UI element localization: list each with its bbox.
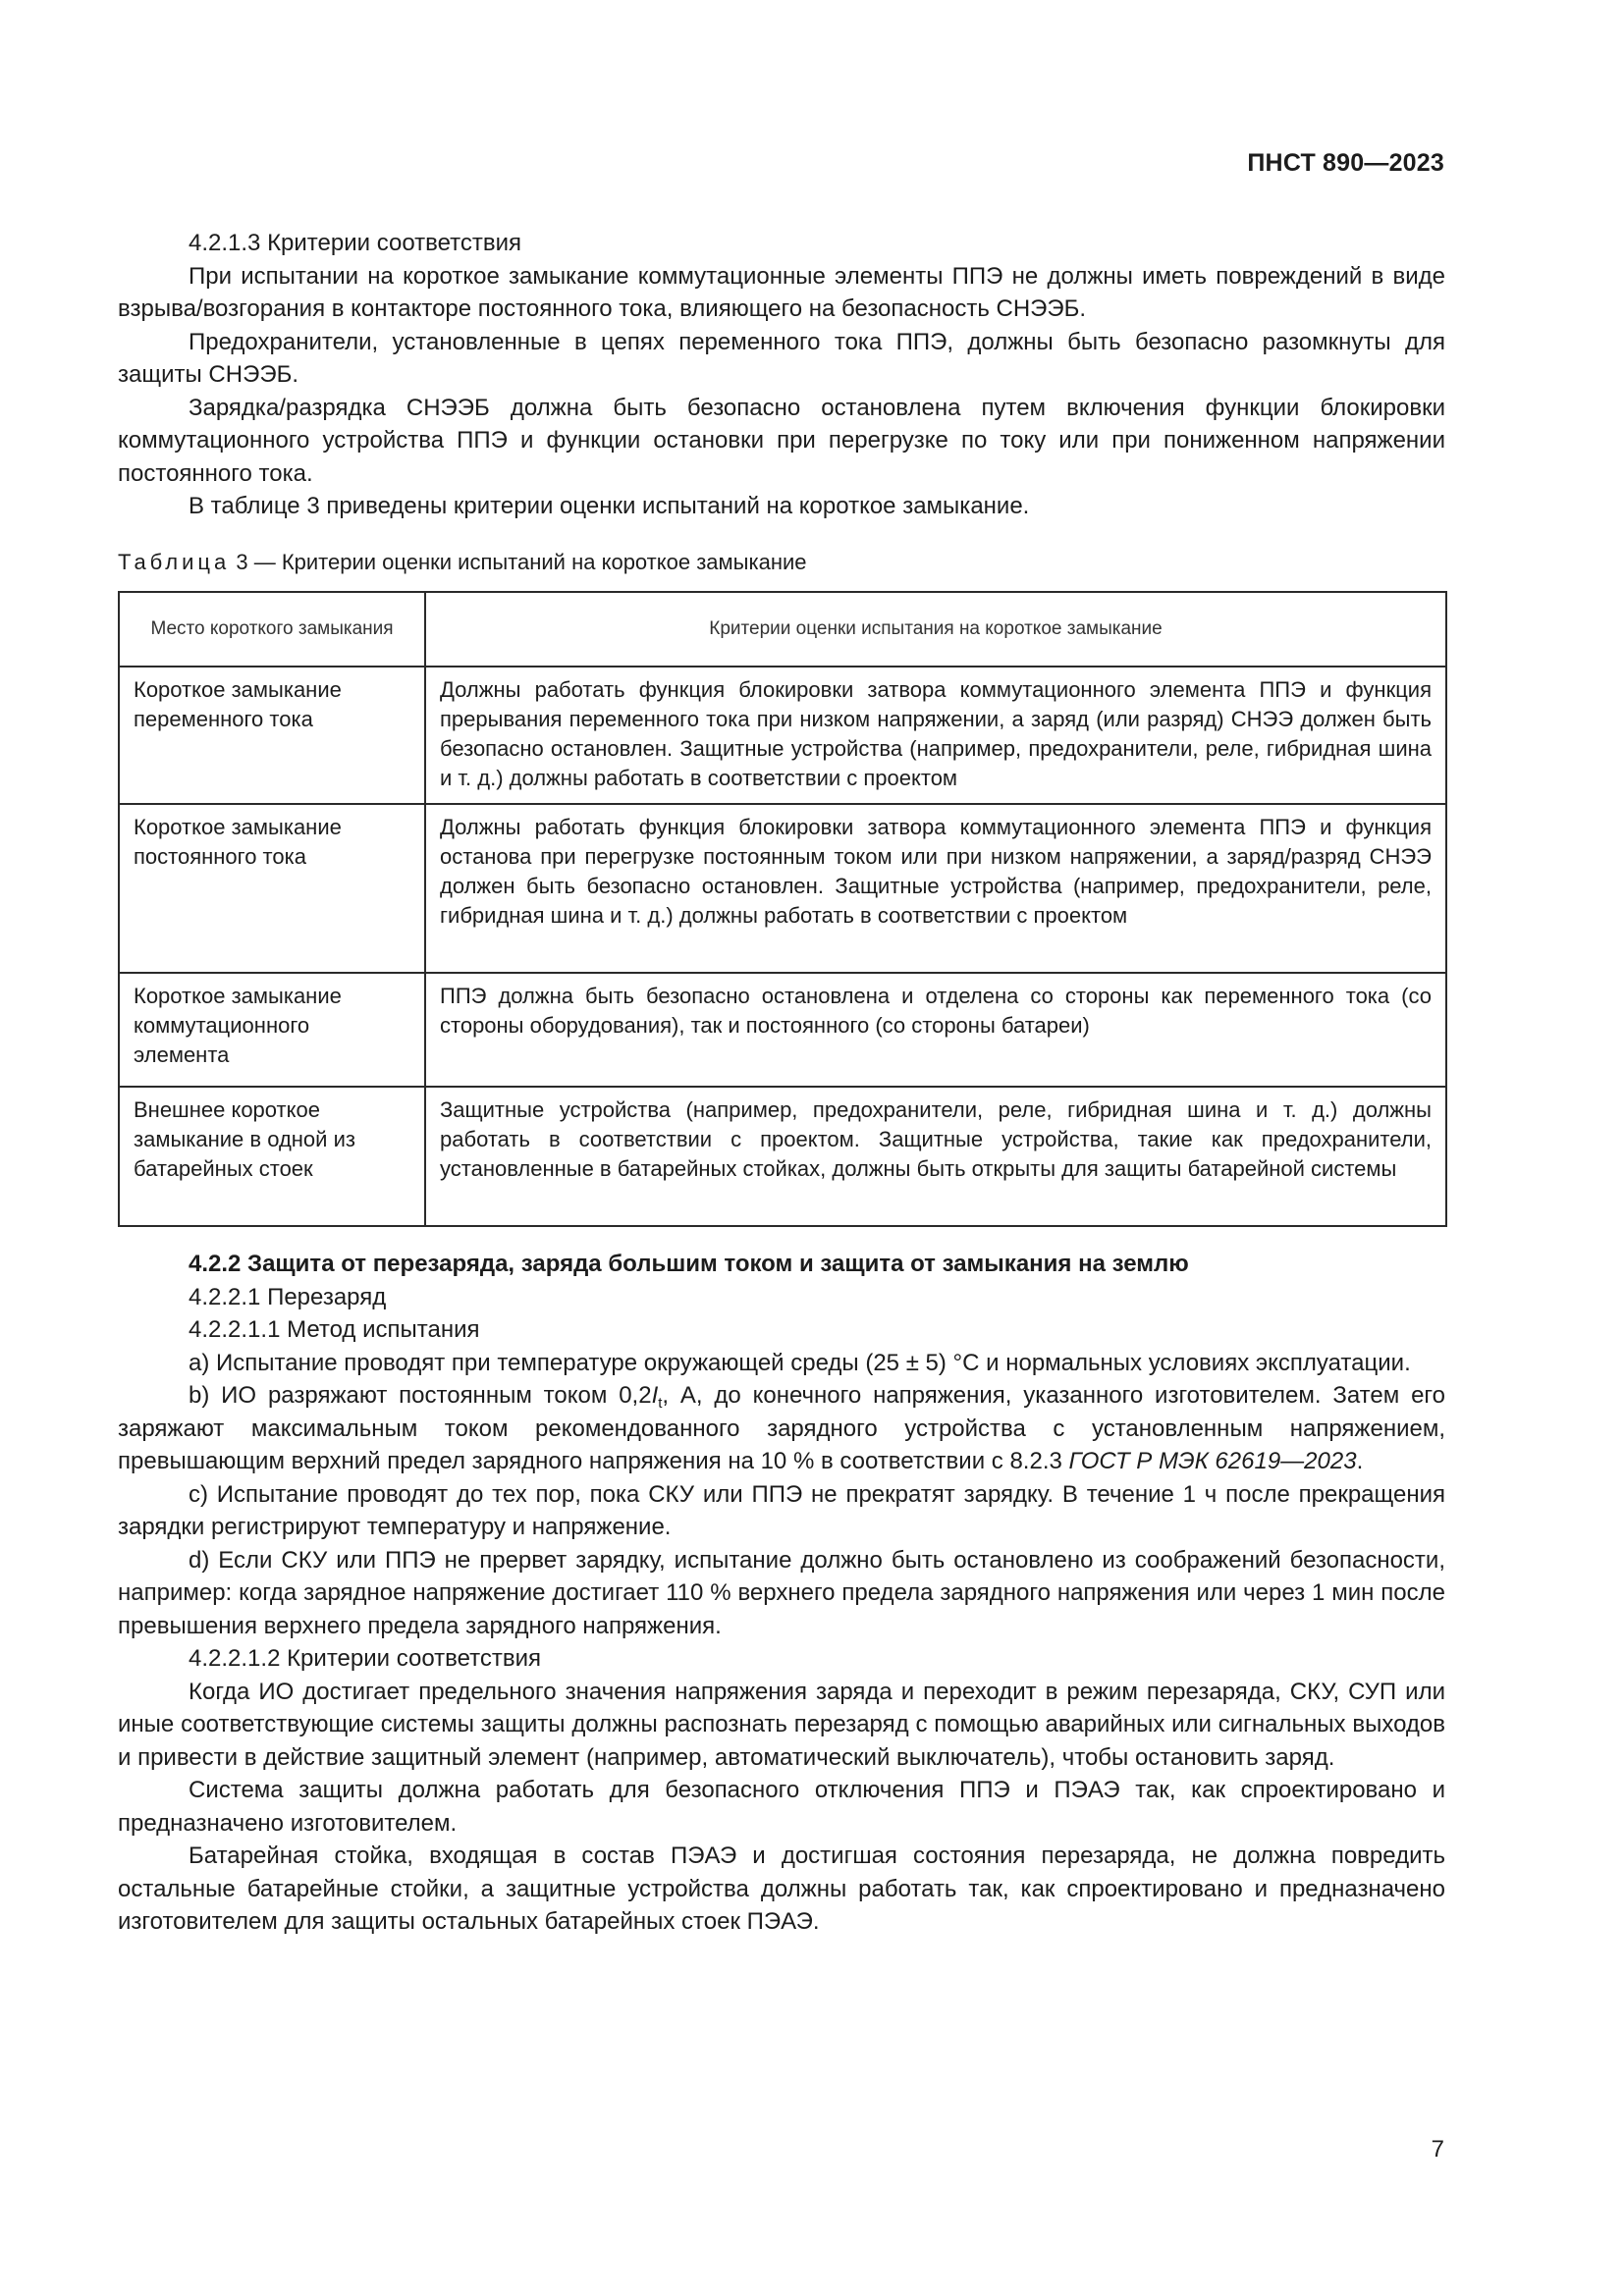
paragraph: В таблице 3 приведены критерии оценки испытаний на короткое замыкание. [189, 493, 1030, 519]
section-4-2-1-3 [118, 227, 1445, 523]
place-cell: Короткое замыкание постоянного тока [119, 804, 425, 973]
table-caption-prefix: Таблица [118, 550, 231, 574]
paragraph: Зарядка/разрядка СНЭЭБ должна быть безопасно остановлена путем включения функции блокировки коммутационного устройства ППЭ и функции остановки при перегрузке по току или при пониженном напряжении постоянного тока. [118, 394, 1445, 487]
current-variable: I [651, 1382, 659, 1409]
table-row [119, 973, 1446, 1087]
place-cell: Внешнее короткое замыкание в одной из батарейных стоек [119, 1087, 425, 1226]
page-number: 7 [1431, 2136, 1444, 2163]
table-row [119, 1087, 1446, 1226]
standard-reference: ГОСТ Р МЭК 62619—2023 [1068, 1448, 1357, 1474]
paragraph: Система защиты должна работать для безопасного отключения ППЭ и ПЭАЭ так, как спроектировано и предназначено изготовителем. [118, 1777, 1445, 1837]
place-cell: Короткое замыкание переменного тока [119, 667, 425, 804]
criteria-table [118, 591, 1447, 1227]
standard-code: ПНСТ 890—2023 [1247, 149, 1444, 177]
section-title: 4.2.1.3 Критерии соответствия [189, 230, 522, 256]
criteria-cell: Должны работать функция блокировки затвора коммутационного элемента ППЭ и функция останова при перегрузке постоянным током или при низком напряжении, а заряд/разряд СНЭЭ должен быть безопасно остановлен. Защитные устройства (например, предохранители, реле, гибридная шина и т. д.) должны работать в соответствии с проектом [425, 804, 1446, 973]
table-caption [118, 548, 807, 577]
table-row [119, 667, 1446, 804]
list-item-d: d) Если СКУ или ППЭ не прервет зарядку, испытание должно быть остановлено из соображений безопасности, например: когда зарядное напряжение достигает 110 % верхнего предела зарядного напряжения или через 1 мин после превышения верхнего предела зарядного напряжения. [118, 1546, 1445, 1639]
column-header-place: Место короткого замыкания [119, 592, 425, 667]
list-item-c: c) Испытание проводят до тех пор, пока СКУ или ППЭ не прекратят зарядку. В течение 1 ч после прекращения зарядки регистрируют температуру и напряжение. [118, 1480, 1445, 1540]
table-row [119, 804, 1446, 973]
subsection-title: 4.2.2.1 Перезаряд [189, 1283, 387, 1310]
paragraph: Предохранители, установленные в цепях переменного тока ППЭ, должны быть безопасно разомкнуты для защиты СНЭЭБ. [118, 328, 1445, 388]
subsection-title: 4.2.2.1.1 Метод испытания [189, 1316, 480, 1343]
place-cell: Короткое замыкание коммутационного элемента [119, 973, 425, 1087]
table-header-row [119, 592, 1446, 667]
criteria-cell: Должны работать функция блокировки затвора коммутационного элемента ППЭ и функция прерывания переменного тока при низком напряжении, а заряд (или разряд) СНЭЭ должен быть безопасно остановлен. Защитные устройства (например, предохранители, реле, гибридная шина и т. д.) должны работать в соответствии с проектом [425, 667, 1446, 804]
paragraph: При испытании на короткое замыкание коммутационные элементы ППЭ не должны иметь повреждений в виде взрыва/возгорания в контакторе постоянного тока, влияющего на безопасность СНЭЭБ. [118, 262, 1445, 322]
criteria-cell: ППЭ должна быть безопасно остановлена и отделена со стороны как переменного тока (со стороны оборудования), так и постоянного (со стороны батареи) [425, 973, 1446, 1087]
paragraph: Батарейная стойка, входящая в состав ПЭАЭ и достигшая состояния перезаряда, не должна повредить остальные батарейные стойки, а защитные устройства должны работать так, как спроектировано и предназначено изготовителем для защиты остальных батарейных стоек ПЭАЭ. [118, 1842, 1445, 1935]
section-4-2-2 [118, 1248, 1445, 1939]
list-item-b: b) ИО разряжают постоянным током $0,2I_t$, А, до конечного напряжения, указанного изготовителем. Затем его заряжают максимальным током рекомендованного зарядного устройства с установленным напряжением, превышающим верхний предел зарядного напряжения на 10 % в соответствии с 8.2.3 ГОСТ Р МЭК 62619—2023. [118, 1382, 1446, 1474]
list-item-a: a) Испытание проводят при температуре окружающей среды (25 ± 5) °С и нормальных условиях эксплуатации. [189, 1349, 1411, 1376]
paragraph: Когда ИО достигает предельного значения напряжения заряда и переходит в режим перезаряда, СКУ, СУП или иные соответствующие системы защиты должны распознать перезаряд с помощью аварийных или сигнальных выходов и привести в действие защитный элемент (например, автоматический выключатель), чтобы остановить заряд. [118, 1678, 1445, 1771]
table-caption-text: 3 — Критерии оценки испытаний на короткое замыкание [230, 550, 807, 574]
current-subscript: t [658, 1395, 663, 1412]
section-heading: 4.2.2 Защита от перезаряда, заряда большим током и защита от замыкания на землю [189, 1251, 1189, 1277]
subsection-title: 4.2.2.1.2 Критерии соответствия [189, 1645, 542, 1672]
criteria-cell: Защитные устройства (например, предохранители, реле, гибридная шина и т. д.) должны работать в соответствии с проектом. Защитные устройства, такие как предохранители, установленные в батарейных стойках, должны быть открыты для защиты батарейной системы [425, 1087, 1446, 1226]
column-header-criteria: Критерии оценки испытания на короткое замыкание [425, 592, 1446, 667]
